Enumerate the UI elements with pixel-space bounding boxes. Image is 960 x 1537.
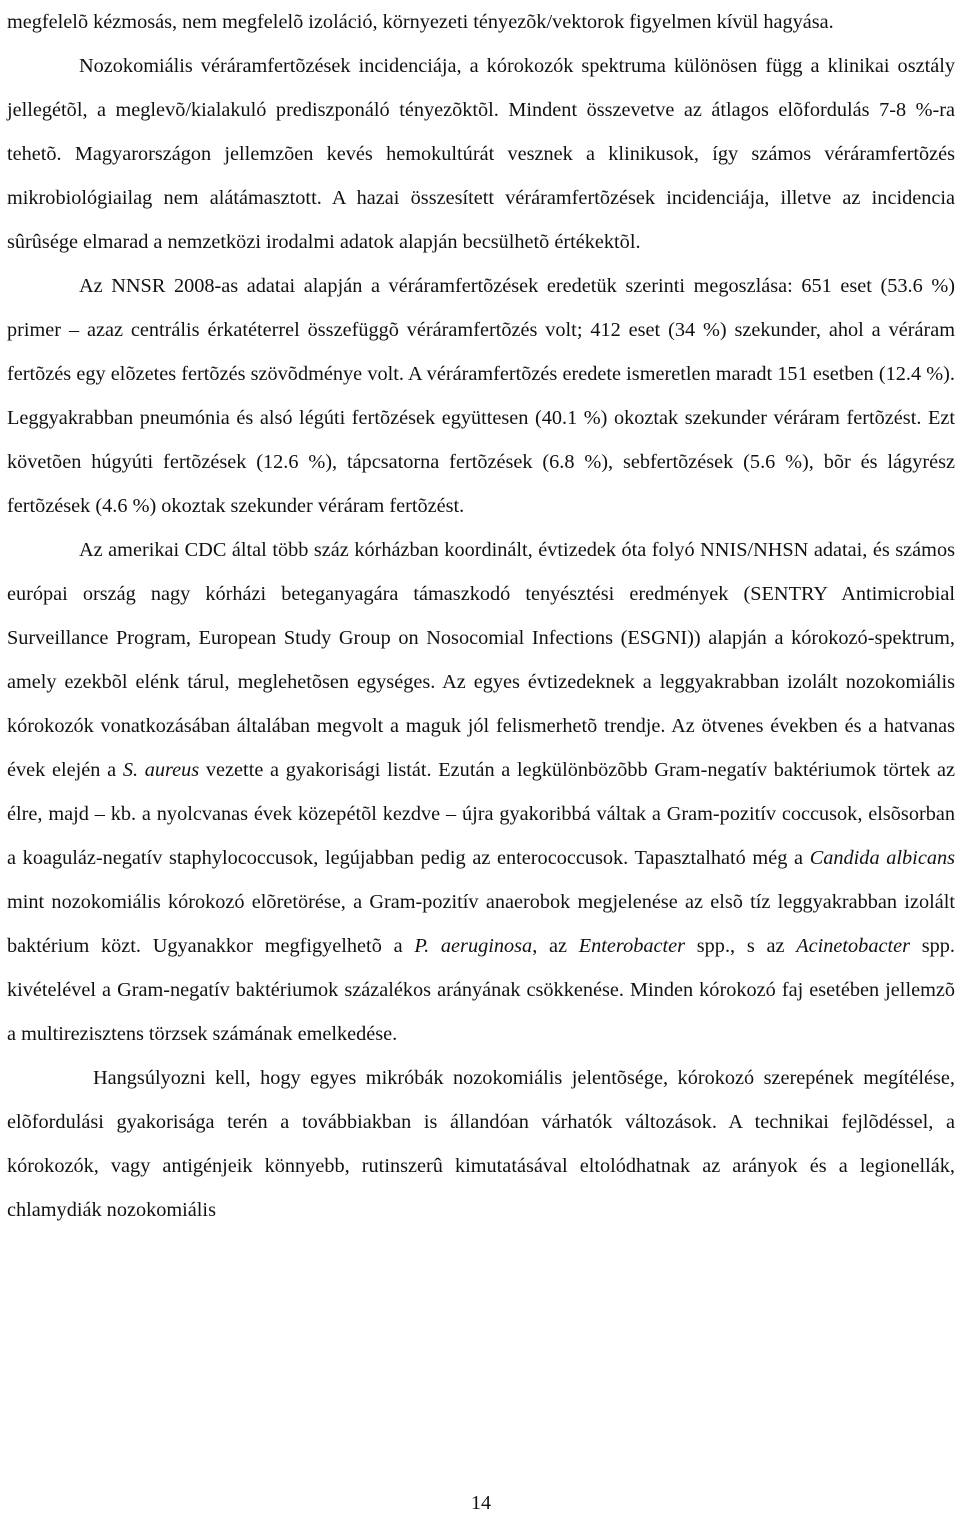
- text-segment: spp., s az: [685, 935, 797, 957]
- text-segment: spp. kivételével a Gram-negatív baktériumok százalékos arányának csökkenése. Minden kórokozó faj esetében jellemzõ a multirezisztens törzsek számának emelkedése.: [7, 935, 955, 1045]
- text-segment: mint nozokomiális kórokozó elõretörése, a Gram-pozitív anaerobok megjelenése az elsõ tíz leggyakrabban izolált baktérium közt. Ugyanakkor megfigyelhetõ a: [7, 891, 955, 957]
- paragraph-emphasis: Hangsúlyozni kell, hogy egyes mikróbák nozokomiális jelentõsége, kórokozó szerepének megítélése, elõfordulási gyakorisága terén a továbbiakban is állandóan várhatók változások. A technikai fejlõdéssel, a kórokozók, vagy antigénjeik könnyebb, rutinszerû kimutatásával eltolódhatnak az arányok és a legionellák, chlamydiák nozokomiális: [7, 1067, 955, 1221]
- italic-taxon-name: Enterobacter: [578, 935, 686, 957]
- document-page: [7, 0, 955, 1537]
- paragraph-incidence: Nozokomiális véráramfertõzések incidenciája, a kórokozók spektruma különösen függ a klinikai osztály jellegétõl, a meglevõ/kialakuló prediszponáló tényezõktõl. Mindent összevetve az átlagos elõfordulás 7-8 %-ra tehetõ. Magyarországon jellemzõen kevés hemokultúrát vesznek a klinikusok, így számos véráramfertõzés mikrobiológiailag nem alátámasztott. A hazai összesített véráramfertõzések incidenciája, illetve az incidencia sûrûsége elmarad a nemzetközi irodalmi adatok alapján becsülhetõ értékektõl.: [7, 55, 955, 253]
- paragraph-nnsr: Az NNSR 2008-as adatai alapján a véráramfertõzések eredetük szerinti megoszlása: 651 eset (53.6 %) primer – azaz centrális érkatéterrel összefüggõ véráramfertõzés volt; 412 eset (34 %) szekunder, ahol a véráram fertõzés egy elõzetes fertõzés szövõdménye volt. A véráramfertõzés eredete ismeretlen maradt 151 esetben (12.4 %). Leggyakrabban pneumónia és alsó légúti fertõzések együttesen (40.1 %) okoztak szekunder véráram fertõzést. Ezt követõen húgyúti fertõzések (12.6 %), tápcsatorna fertõzések (6.8 %), sebfertõzések (5.6 %), bõr és lágyrész fertõzések (4.6 %) okoztak szekunder véráram fertõzést.: [7, 275, 955, 517]
- paragraph-continuation: megfelelõ kézmosás, nem megfelelõ izoláció, környezeti tényezõk/vektorok figyelmen kívül hagyása.: [7, 11, 834, 33]
- italic-taxon-name: S. aureus: [122, 759, 200, 781]
- text-segment: vezette a gyakorisági listát. Ezután a legkülönbözõbb Gram-negatív baktériumok törtek az élre, majd – kb. a nyolcvanas évek közepétõl kezdve – újra gyakoribbá váltak a Gram-pozitív coccusok, elsõsorban a koaguláz-negatív staphylococcusok, legújabban pedig az enterococcusok. Tapasztalható még a: [7, 759, 955, 869]
- italic-taxon-name: Acinetobacter: [796, 935, 910, 957]
- paragraph-pathogen-spectrum: [7, 528, 955, 1056]
- text-segment: , az: [532, 935, 579, 957]
- page-number: 14: [471, 1492, 491, 1514]
- italic-taxon-name: P. aeruginosa: [414, 935, 533, 957]
- italic-taxon-name: Candida albicans: [809, 847, 955, 869]
- text-segment: Az amerikai CDC által több száz kórházban koordinált, évtizedek óta folyó NNIS/NHSN adatai, és számos európai ország nagy kórházi beteganyagára támaszkodó tenyésztési eredmények (SENTRY Antimicrobial Surveillance Program, European Study Group on Nosocomial Infections (ESGNI)) alapján a kórokozó-spektrum, amely ezekbõl elénk tárul, meglehetõsen egységes. Az egyes évtizedeknek a leggyakrabban izolált nozokomiális kórokozók vonatkozásában általában megvolt a maguk jól felismerhetõ trendje. Az ötvenes években és a hatvanas évek elején a: [7, 539, 955, 781]
